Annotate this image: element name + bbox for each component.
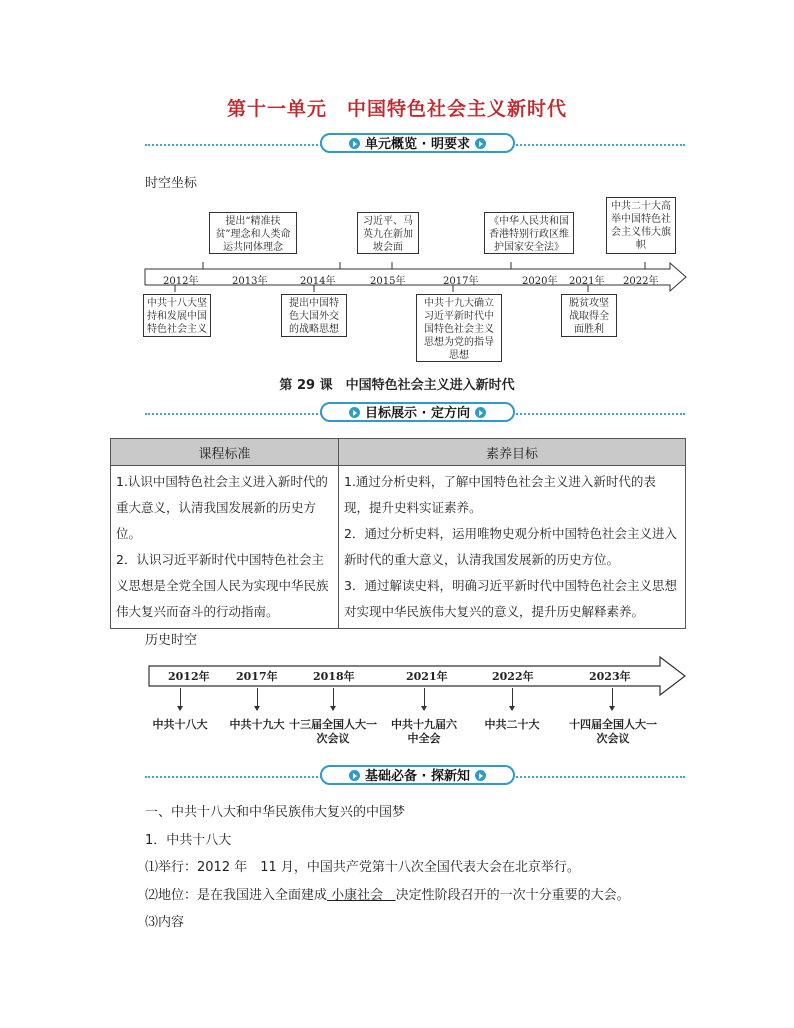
timeline1-year: 2012年 [163, 276, 199, 287]
paragraph-text: ⑵地位：是在我国进入全面建成 [145, 888, 328, 903]
lesson-title: 第 29 课 中国特色社会主义进入新时代 [279, 378, 515, 393]
paragraph [145, 884, 630, 903]
list-item: 2．通过分析史料，运用唯物史观分析中国特色社会主义进入新时代的重大意义，认清我国发展新的历史方位。 [344, 526, 677, 567]
timeline2-year: 2012年 [168, 670, 210, 683]
play-icon [349, 407, 360, 418]
course-standards-cell [111, 466, 339, 629]
banner-goals [145, 402, 685, 424]
timeline1-year: 2022年 [623, 276, 659, 287]
timeline2-event: 中共十九届六中全会 [391, 718, 457, 745]
timeline1-event: 《中华人民共和国香港特别行政区维护国家安全法》 [484, 212, 574, 254]
timeline1-event: 提出中国特色大国外交的战略思想 [281, 294, 347, 337]
paragraph-text: 决定性阶段召开的一次十分重要的大会。 [395, 888, 630, 903]
play-icon [349, 138, 360, 149]
down-arrow-icon [612, 688, 613, 710]
timeline2-year: 2017年 [236, 670, 278, 683]
timeline1-arrow [140, 262, 690, 292]
list-item: 1.认识中国特色社会主义进入新时代的重大意义，认清我国发展新的历史方位。 [116, 474, 328, 541]
timeline1-year: 2013年 [232, 276, 268, 287]
timeline1-event: 中共二十大高举中国特色社会主义伟大旗帜 [606, 197, 676, 254]
timeline1-event: 提出“精准扶贫”理念和人类命运共同体理念 [209, 212, 297, 254]
timeline1-year: 2017年 [443, 276, 479, 287]
timeline1-year: 2015年 [370, 276, 406, 287]
banner-goals-label: 目标展示 · 定方向 [365, 406, 470, 421]
timeline2-year: 2023年 [589, 670, 631, 683]
down-arrow-icon [180, 688, 181, 710]
down-arrow-icon [257, 688, 258, 710]
table-header: 课程标准 [111, 439, 339, 466]
timeline1-year: 2020年 [522, 276, 558, 287]
timeline1-event: 中共十九大确立习近平新时代中国特色社会主义思想为党的指导思想 [416, 294, 502, 362]
banner-basics-label: 基础必备 · 探新知 [365, 769, 470, 784]
timeline2-year: 2018年 [313, 670, 355, 683]
timeline2-event: 中共十八大 [152, 718, 208, 731]
down-arrow-icon [512, 688, 513, 710]
play-icon [475, 407, 486, 418]
timeline1-event: 脱贫攻坚战取得全面胜利 [561, 294, 617, 337]
timeline1-event: 习近平、马英九在新加坡会面 [357, 212, 419, 254]
timeline2-label: 历史时空 [145, 633, 198, 648]
subsection-heading: 1．中共十八大 [145, 833, 232, 848]
banner-overview [145, 133, 685, 155]
timeline2-event: 中共二十大 [484, 718, 540, 731]
unit-title: 第十一单元 中国特色社会主义新时代 [226, 98, 567, 120]
banner-overview-label: 单元概览 · 明要求 [365, 137, 470, 152]
timeline2-year: 2022年 [492, 670, 534, 683]
play-icon [475, 138, 486, 149]
paragraph: ⑴举行：2012 年 11 月，中国共产党第十八次全国代表大会在北京举行。 [145, 860, 580, 875]
timeline1-year: 2021年 [569, 276, 605, 287]
play-icon [475, 770, 486, 781]
fill-in-answer-text: 小康社会 [331, 888, 384, 903]
timeline1-event: 中共十八大坚持和发展中国特色社会主义 [143, 294, 211, 337]
timeline1-label: 时空坐标 [145, 176, 198, 191]
list-item: 2．认识习近平新时代中国特色社会主义思想是全党全国人民为实现中华民族伟大复兴而奋斗的行动指南。 [116, 552, 329, 619]
literacy-goals-cell [339, 466, 686, 629]
section-heading: 一、中共十八大和中华民族伟大复兴的中国梦 [145, 805, 406, 820]
paragraph: ⑶内容 [145, 915, 185, 930]
list-item: 3．通过解读史料，明确习近平新时代中国特色社会主义思想对实现中华民族伟大复兴的意义，提升历史解释素养。 [344, 578, 677, 619]
play-icon [349, 770, 360, 781]
down-arrow-icon [424, 688, 425, 710]
goals-table [110, 438, 686, 629]
banner-basics [145, 765, 685, 787]
table-header: 素养目标 [339, 439, 686, 466]
timeline2-year: 2021年 [406, 670, 448, 683]
list-item: 1.通过分析史料，了解中国特色社会主义进入新时代的表现，提升史料实证素养。 [344, 474, 656, 515]
timeline2-event: 十四届全国人大一次会议 [569, 718, 657, 745]
timeline2-event: 十三届全国人大一次会议 [289, 718, 377, 745]
down-arrow-icon [333, 688, 334, 710]
fill-in-answer [327, 888, 396, 903]
timeline1-year: 2014年 [300, 276, 336, 287]
timeline2-event: 中共十九大 [229, 718, 285, 731]
